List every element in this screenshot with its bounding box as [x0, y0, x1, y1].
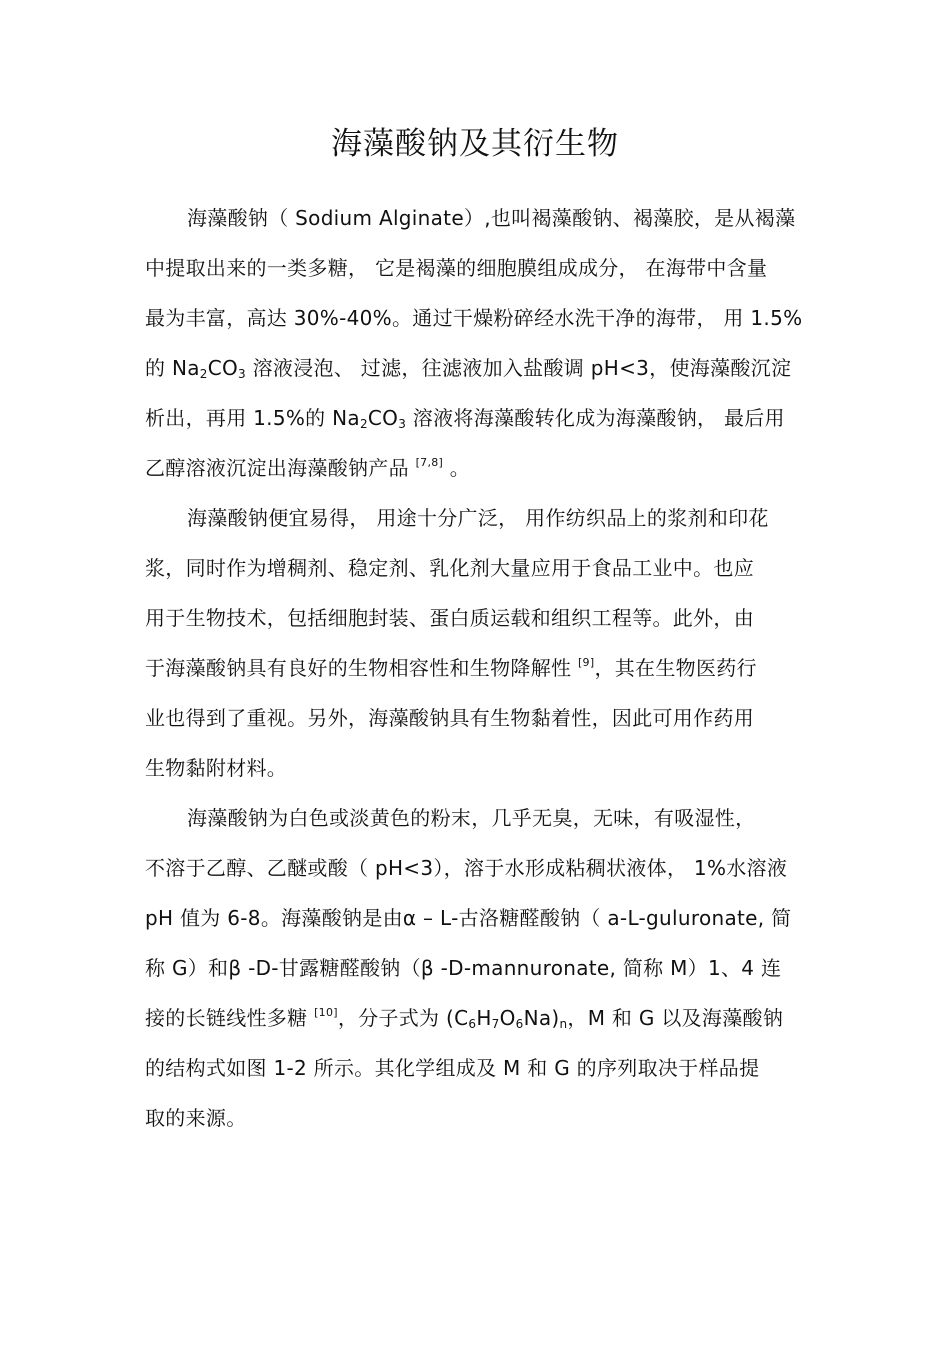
text-run: 接的长链线性多糖	[145, 1006, 315, 1030]
text-run: 于海藻酸钠具有良好的生物相容性和生物降解性	[145, 656, 578, 680]
subscript: 7	[491, 1017, 500, 1031]
subscript: n	[559, 1017, 568, 1031]
text-run: 的 Na	[145, 356, 200, 380]
text-run: 。	[443, 456, 471, 480]
text-line: 业也得到了重视。另外，海藻酸钠具有生物黏着性，因此可用作药用	[145, 706, 754, 730]
text-run: CO	[207, 356, 239, 380]
subscript: 3	[398, 417, 407, 431]
subscript: 3	[238, 367, 246, 381]
text-run: ，其在生物医药行	[594, 656, 757, 680]
subscript: 2	[359, 417, 368, 431]
text-line: 中提取出来的一类多糖， 它是褐藻的细胞膜组成成分， 在海带中含量	[145, 256, 768, 280]
text-line	[145, 1003, 783, 1033]
text-run: ，M 和 G 以及海藻酸钠	[567, 1006, 784, 1030]
text-line	[145, 653, 757, 683]
text-line: 的结构式如图 1-2 所示。其化学组成及 M 和 G 的序列取决于样品提	[145, 1056, 760, 1080]
text-run: H	[476, 1006, 492, 1030]
subscript: 6	[468, 1017, 477, 1031]
text-run: 析出，再用 1.5%的 Na	[145, 406, 360, 430]
text-line	[145, 453, 470, 483]
text-line	[145, 403, 785, 433]
text-run: 乙醇溶液沉淀出海藻酸钠产品	[145, 456, 416, 480]
text-line: pH 值为 6-8。海藻酸钠是由α – L-古洛糖醛酸钠（ a-L-guluronate, 简	[145, 906, 792, 930]
text-run: O	[499, 1006, 516, 1030]
subscript: 6	[515, 1017, 524, 1031]
text-line: 不溶于乙醇、乙醚或酸（ pH<3），溶于水形成粘稠状液体， 1%水溶液	[145, 856, 788, 880]
text-line: 最为丰富，高达 30%-40%。通过干燥粉碎经水洗干净的海带， 用 1.5%	[145, 306, 803, 330]
text-line: 称 G）和β -D-甘露糖醛酸钠（β -D-mannuronate, 简称 M）1、4 连	[145, 956, 782, 980]
text-run: ，分子式为 (C	[337, 1006, 469, 1030]
subscript: 2	[199, 367, 208, 381]
text-run: CO	[367, 406, 399, 430]
text-line: 海藻酸钠便宜易得， 用途十分广泛， 用作纺织品上的浆剂和印花	[187, 506, 769, 530]
citation-ref: [7,8]	[415, 456, 444, 469]
citation-ref: [9]	[577, 656, 595, 669]
text-line: 浆，同时作为增稠剂、稳定剂、乳化剂大量应用于食品工业中。也应	[145, 556, 754, 580]
text-line	[145, 353, 791, 383]
text-line: 海藻酸钠（ Sodium Alginate）,也叫褐藻酸钠、褐藻胶，是从褐藻	[187, 206, 796, 230]
text-run: Na)	[523, 1006, 560, 1030]
text-run: 溶液浸泡、 过滤，往滤液加入盐酸调 pH<3，使海藻酸沉淀	[245, 356, 792, 380]
text-line: 生物黏附材料。	[145, 756, 288, 780]
text-line: 用于生物技术，包括细胞封装、蛋白质运载和组织工程等。此外，由	[145, 606, 754, 630]
text-line: 海藻酸钠为白色或淡黄色的粉末，几乎无臭，无味，有吸湿性，	[187, 806, 756, 830]
document-title: 海藻酸钠及其衍生物	[331, 126, 619, 162]
text-run: 溶液将海藻酸转化成为海藻酸钠， 最后用	[406, 406, 785, 430]
text-line: 取的来源。	[145, 1106, 247, 1130]
citation-ref: [10]	[314, 1006, 338, 1019]
